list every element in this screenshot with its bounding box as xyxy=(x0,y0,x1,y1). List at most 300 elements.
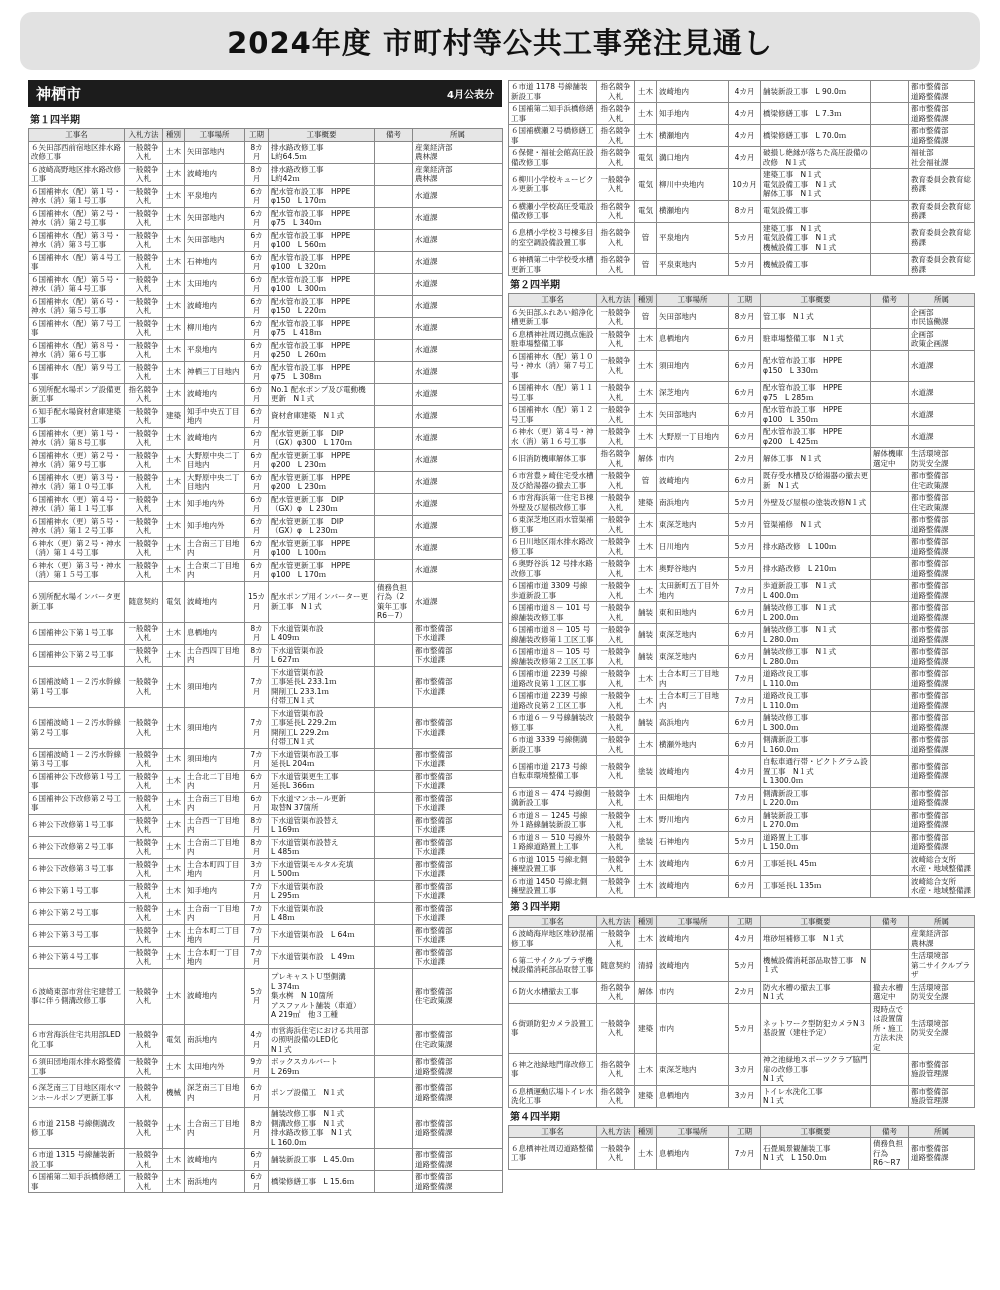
department-cell: 都市整備部 下水道課 xyxy=(413,707,503,748)
remarks-cell xyxy=(871,103,909,125)
table-row xyxy=(509,222,975,254)
period-cell: 7カ月 xyxy=(245,707,269,748)
remarks-cell xyxy=(375,644,413,666)
location-cell: 東深芝地内 xyxy=(657,1054,729,1086)
department-cell: 教育委員会教育総務課 xyxy=(909,200,975,222)
department-cell: 都市整備部 下水道課 xyxy=(413,622,503,644)
period-cell: 5カ月 xyxy=(729,514,761,536)
column-header: 種別 xyxy=(635,1125,657,1138)
type-cell: 管 xyxy=(635,254,657,276)
period-cell: 6カ月 xyxy=(245,515,269,537)
location-cell: 矢田部地内 xyxy=(185,141,245,163)
type-cell: 土木 xyxy=(163,207,185,229)
bid-method-cell: 一般競争入札 xyxy=(125,902,163,924)
work-name-cell: ６国補神公下改修第２号工事 xyxy=(29,792,125,814)
type-cell: 土木 xyxy=(163,515,185,537)
department-cell: 生活環境部 防災安全課 xyxy=(909,448,975,470)
bid-method-cell: 一般競争入札 xyxy=(597,514,635,536)
remarks-cell xyxy=(375,317,413,339)
period-cell: 2カ月 xyxy=(729,981,761,1003)
type-cell: 土木 xyxy=(163,770,185,792)
table-row xyxy=(29,141,503,163)
location-cell: 波崎地内 xyxy=(657,928,729,950)
work-name-cell: ６波崎海岸地区堆砂混補修工事 xyxy=(509,928,597,950)
period-cell: 6カ月 xyxy=(729,426,761,448)
department-cell: 水道課 xyxy=(413,229,503,251)
table-row xyxy=(509,734,975,756)
department-cell: 都市整備部 施設管理課 xyxy=(909,1085,975,1107)
type-cell: 舗装 xyxy=(635,646,657,668)
bid-method-cell: 一般競争入札 xyxy=(125,622,163,644)
table-row xyxy=(509,580,975,602)
type-cell: 土木 xyxy=(635,734,657,756)
type-cell: 清掃 xyxy=(635,950,657,982)
department-cell: 都市整備部 住宅政策課 xyxy=(909,492,975,514)
table-row xyxy=(509,200,975,222)
location-cell: 平泉地内 xyxy=(657,222,729,254)
summary-cell: 配水管布設工事 HPPE φ150 L 220ｍ xyxy=(269,295,375,317)
location-cell: 土合北二丁目地内 xyxy=(185,770,245,792)
summary-cell: 電気設備工事 xyxy=(761,200,871,222)
work-name-cell: ６神之池緑地門扉改修工事 xyxy=(509,1054,597,1086)
location-cell: 知手地内 xyxy=(185,880,245,902)
department-cell: 都市整備部 道路整備課 xyxy=(909,809,975,831)
summary-cell: 外壁及び屋根の塗装改修N１式 xyxy=(761,492,871,514)
location-cell: 東和田地内 xyxy=(657,602,729,624)
summary-cell: 既存受水槽及び給湯器の撤去更新 N１式 xyxy=(761,470,871,492)
summary-cell: 配水管布設工事 HPPE φ150 L 330ｍ xyxy=(761,350,871,382)
location-cell: 波崎地内 xyxy=(657,470,729,492)
location-cell: 土合西四丁目地内 xyxy=(185,644,245,666)
location-cell: 息栖地内 xyxy=(657,328,729,350)
summary-cell: 下水道管渠布設 工事延長L 229.2ｍ 開削工L 229.2ｍ 付帯工N１式 xyxy=(269,707,375,748)
work-name-cell: ６国補神公下第１号工事 xyxy=(29,622,125,644)
summary-cell: 配水管更新工事 DIP （GX）φ L 230ｍ xyxy=(269,515,375,537)
summary-cell: 舗装新設工事 L 90.0ｍ xyxy=(761,81,871,103)
period-cell: 7カ月 xyxy=(245,880,269,902)
table-row xyxy=(29,748,503,770)
type-cell: 土木 xyxy=(635,853,657,875)
type-cell: 土木 xyxy=(163,559,185,581)
bid-method-cell: 一般競争入札 xyxy=(125,1171,163,1193)
location-cell: 矢田部地内 xyxy=(185,207,245,229)
department-cell: 水道課 xyxy=(413,251,503,273)
summary-cell: 下水道管渠更生工事 延長L 366ｍ xyxy=(269,770,375,792)
period-cell: 6カ月 xyxy=(245,317,269,339)
location-cell: 矢田部地内 xyxy=(657,404,729,426)
location-cell: 横瀬外地内 xyxy=(657,734,729,756)
column-header: 所属 xyxy=(909,294,975,307)
summary-cell: 機械設備工事 xyxy=(761,254,871,276)
table-row xyxy=(29,836,503,858)
location-cell: 波崎地内 xyxy=(657,81,729,103)
department-cell: 都市整備部 下水道課 xyxy=(413,924,503,946)
type-cell: 土木 xyxy=(635,536,657,558)
remarks-cell xyxy=(871,734,909,756)
bid-method-cell: 一般競争入札 xyxy=(125,770,163,792)
department-cell: 水道課 xyxy=(413,449,503,471)
summary-cell: 橋梁修繕工事 L 15.6ｍ xyxy=(269,1171,375,1193)
period-cell: 7カ月 xyxy=(245,946,269,968)
type-cell: 土木 xyxy=(635,328,657,350)
type-cell: 機械 xyxy=(163,1078,185,1108)
department-cell: 水道課 xyxy=(413,185,503,207)
work-name-cell: ６市道 1315 号線舗装新設工事 xyxy=(29,1149,125,1171)
period-cell: 8カ月 xyxy=(245,814,269,836)
work-name-cell: ６市道６－９号線舗装改修工事 xyxy=(509,712,597,734)
work-name-cell: ６国補波崎１－２汚水幹線第１号工事 xyxy=(29,666,125,707)
type-cell: 土木 xyxy=(163,185,185,207)
period-cell: 6カ月 xyxy=(729,382,761,404)
work-name-cell: ６市道 3339 号線側溝新設工事 xyxy=(509,734,597,756)
column-header: 所属 xyxy=(909,915,975,928)
bid-method-cell: 一般競争入札 xyxy=(125,924,163,946)
city-header xyxy=(28,80,502,107)
table-row xyxy=(509,404,975,426)
bid-method-cell: 一般競争入札 xyxy=(125,449,163,471)
work-name-cell: ６国補神水（更）第１号・神水（消）第８号工事 xyxy=(29,427,125,449)
period-cell: 9カ月 xyxy=(245,1056,269,1078)
bid-method-cell: 指名競争入札 xyxy=(597,222,635,254)
work-name-cell: ６息栖小学校３号棟多目的室空調設備設置工事 xyxy=(509,222,597,254)
type-cell: 管 xyxy=(635,470,657,492)
work-name-cell: ６防火水槽撤去工事 xyxy=(509,981,597,1003)
work-name-cell: ６国補神水（配）第５号・神水（消）第４号工事 xyxy=(29,273,125,295)
summary-cell: 配水管布設工事 HPPE φ75 L 308ｍ xyxy=(269,361,375,383)
remarks-cell xyxy=(375,383,413,405)
type-cell: 土木 xyxy=(163,1171,185,1193)
bid-method-cell: 一般競争入札 xyxy=(125,251,163,273)
work-name-cell: ６国補市道 2239 号線道路改良第１工区工事 xyxy=(509,668,597,690)
remarks-cell xyxy=(375,207,413,229)
summary-cell: 駐車場整備工事 N１式 xyxy=(761,328,871,350)
type-cell: 土木 xyxy=(635,103,657,125)
remarks-cell xyxy=(375,836,413,858)
location-cell: 市内 xyxy=(657,981,729,1003)
summary-cell: ボックスカルバート L 269ｍ xyxy=(269,1056,375,1078)
summary-cell: 工事延長L 135ｍ xyxy=(761,875,871,897)
type-cell: 土木 xyxy=(163,163,185,185)
type-cell: 土木 xyxy=(635,809,657,831)
department-cell: 水道課 xyxy=(413,559,503,581)
table-row xyxy=(29,1108,503,1149)
bid-method-cell: 一般競争入札 xyxy=(125,880,163,902)
location-cell: 平泉東地内 xyxy=(657,254,729,276)
type-cell: 電気 xyxy=(635,147,657,169)
bid-method-cell: 一般競争入札 xyxy=(125,493,163,515)
department-cell: 都市整備部 道路整備課 xyxy=(909,536,975,558)
location-cell: 波崎地内 xyxy=(657,875,729,897)
summary-cell: 歩道新設工事 N１式 L 400.0ｍ xyxy=(761,580,871,602)
location-cell: 東深芝地内 xyxy=(657,514,729,536)
period-cell: 6カ月 xyxy=(245,449,269,471)
work-name-cell: ６街頭防犯カメラ設置工事 xyxy=(509,1003,597,1054)
work-name-cell: ６国補神水（配）第６号・神水（消）第５号工事 xyxy=(29,295,125,317)
location-cell: 矢田部地内 xyxy=(657,306,729,328)
remarks-cell xyxy=(375,770,413,792)
summary-cell: 舗装改修工事 N１式 L 280.0ｍ xyxy=(761,624,871,646)
location-cell: 石神地内 xyxy=(185,251,245,273)
location-cell: 南浜地内 xyxy=(185,1171,245,1193)
work-name-cell: ６国補市道 2239 号線道路改良第２工区工事 xyxy=(509,690,597,712)
period-cell: 5カ月 xyxy=(729,950,761,982)
summary-cell: 資材倉庫建築 N１式 xyxy=(269,405,375,427)
column-header: 工期 xyxy=(245,129,269,142)
remarks-cell xyxy=(871,787,909,809)
department-cell: 都市整備部 道路整備課 xyxy=(909,624,975,646)
column-header: 入札方法 xyxy=(597,1125,635,1138)
location-cell: 市内 xyxy=(657,448,729,470)
bid-method-cell: 一般競争入札 xyxy=(125,273,163,295)
column-header: 工事概要 xyxy=(761,1125,871,1138)
remarks-cell xyxy=(375,559,413,581)
department-cell: 都市整備部 道路整備課 xyxy=(413,1078,503,1108)
bid-method-cell: 一般競争入札 xyxy=(125,1056,163,1078)
summary-cell: 橋梁修繕工事 L 70.0ｍ xyxy=(761,125,871,147)
location-cell: 高浜地内 xyxy=(657,712,729,734)
remarks-cell xyxy=(375,339,413,361)
location-cell: 息栖地内 xyxy=(657,1085,729,1107)
remarks-cell: 解体機庫選定中 xyxy=(871,448,909,470)
table-row xyxy=(29,251,503,273)
bid-method-cell: 一般競争入札 xyxy=(597,928,635,950)
period-cell: 6カ月 xyxy=(729,624,761,646)
type-cell: 土木 xyxy=(635,668,657,690)
summary-cell: 市営海浜住宅における共用部の照明設備のLED化 N１式 xyxy=(269,1024,375,1056)
department-cell: 都市整備部 下水道課 xyxy=(413,748,503,770)
summary-cell: 配水管布設工事 HPPE φ100 L 300ｍ xyxy=(269,273,375,295)
remarks-cell xyxy=(871,81,909,103)
bid-method-cell: 一般競争入札 xyxy=(597,492,635,514)
page-title-bar xyxy=(20,12,980,70)
bid-method-cell: 一般競争入札 xyxy=(597,668,635,690)
table-row xyxy=(509,787,975,809)
summary-cell: 側溝新設工事 L 220.0ｍ xyxy=(761,787,871,809)
type-cell: 土木 xyxy=(635,514,657,536)
work-name-cell: ６神公下第４号工事 xyxy=(29,946,125,968)
remarks-cell xyxy=(871,200,909,222)
remarks-cell xyxy=(871,646,909,668)
location-cell: 南浜地内 xyxy=(657,492,729,514)
bid-method-cell: 一般競争入札 xyxy=(597,404,635,426)
summary-cell: 配水管布設工事 HPPE φ200 L 425ｍ xyxy=(761,426,871,448)
work-name-cell: ６国補市道 3309 号線歩道新設工事 xyxy=(509,580,597,602)
location-cell: 知手地内外 xyxy=(185,493,245,515)
type-cell: 建築 xyxy=(163,405,185,427)
table-row xyxy=(509,602,975,624)
type-cell: 土木 xyxy=(163,141,185,163)
table-row xyxy=(29,1024,503,1056)
work-name-cell: ６矢田部西前宿地区排水路改修工事 xyxy=(29,141,125,163)
bid-method-cell: 指名競争入札 xyxy=(597,1085,635,1107)
summary-cell: 配水管布設工事 HPPE φ100 L 350ｍ xyxy=(761,404,871,426)
table-row xyxy=(509,809,975,831)
column-header: 備考 xyxy=(871,915,909,928)
period-cell: 8カ月 xyxy=(245,644,269,666)
right-column xyxy=(508,80,974,1170)
department-cell: 都市整備部 下水道課 xyxy=(413,880,503,902)
department-cell: 都市整備部 下水道課 xyxy=(413,858,503,880)
summary-cell: 配水管更新工事 DIP （GX）φ L 230ｍ xyxy=(269,493,375,515)
department-cell: 産業経済部 農林課 xyxy=(413,163,503,185)
location-cell: 須田地内 xyxy=(657,350,729,382)
table-row xyxy=(29,185,503,207)
type-cell: 建築 xyxy=(635,1003,657,1054)
type-cell: 土木 xyxy=(635,558,657,580)
type-cell: 土木 xyxy=(163,493,185,515)
department-cell: 都市整備部 道路整備課 xyxy=(413,1149,503,1171)
summary-cell: 下水道管渠布設替え L 169ｍ xyxy=(269,814,375,836)
table-row xyxy=(509,125,975,147)
type-cell: 土木 xyxy=(163,383,185,405)
summary-cell: 舗装新設工事 L 45.0ｍ xyxy=(269,1149,375,1171)
department-cell: 都市整備部 道路整備課 xyxy=(909,558,975,580)
period-cell: 6カ月 xyxy=(245,792,269,814)
location-cell: 平泉地内 xyxy=(185,185,245,207)
period-cell: 10カ月 xyxy=(729,169,761,201)
remarks-cell xyxy=(375,1056,413,1078)
bid-method-cell: 指名競争入札 xyxy=(597,448,635,470)
department-cell: 都市整備部 下水道課 xyxy=(413,666,503,707)
department-cell: 水道課 xyxy=(413,515,503,537)
type-cell: 土木 xyxy=(163,622,185,644)
column-header: 工期 xyxy=(729,915,761,928)
table-row xyxy=(29,471,503,493)
bid-method-cell: 一般競争入札 xyxy=(125,405,163,427)
location-cell: 土合南二丁目地内 xyxy=(185,836,245,858)
bid-method-cell: 一般競争入札 xyxy=(125,141,163,163)
type-cell: 土木 xyxy=(163,295,185,317)
remarks-cell xyxy=(871,492,909,514)
bid-method-cell: 一般競争入札 xyxy=(125,427,163,449)
summary-cell: 管渠補修 N１式 xyxy=(761,514,871,536)
period-cell: 4カ月 xyxy=(245,1024,269,1056)
period-cell: 6カ月 xyxy=(245,339,269,361)
summary-cell: 下水道マンホール更新 取替N 37箇所 xyxy=(269,792,375,814)
summary-cell: 道路改良工事 L 110.0ｍ xyxy=(761,668,871,690)
table-row xyxy=(29,361,503,383)
table-row xyxy=(29,1149,503,1171)
table-row xyxy=(29,559,503,581)
column-header: 工期 xyxy=(729,294,761,307)
period-cell: 4カ月 xyxy=(729,81,761,103)
bid-method-cell: 一般競争入札 xyxy=(125,792,163,814)
table-row xyxy=(29,622,503,644)
period-cell: 2カ月 xyxy=(729,448,761,470)
work-name-cell: ６国補神水（更）第２号・神水（消）第９号工事 xyxy=(29,449,125,471)
work-name-cell: ６神栖第二中学校受水槽更新工事 xyxy=(509,254,597,276)
remarks-cell xyxy=(871,624,909,646)
type-cell: 土木 xyxy=(635,928,657,950)
table-row xyxy=(509,831,975,853)
table-row xyxy=(29,581,503,622)
bid-method-cell: 一般競争入札 xyxy=(597,602,635,624)
table-row xyxy=(509,328,975,350)
type-cell: 土木 xyxy=(635,787,657,809)
table-row xyxy=(509,1003,975,1054)
period-cell: 4カ月 xyxy=(729,756,761,788)
column-header: 種別 xyxy=(635,294,657,307)
type-cell: 解体 xyxy=(635,448,657,470)
type-cell: 土木 xyxy=(163,449,185,471)
period-cell: 7カ月 xyxy=(245,924,269,946)
work-name-cell: ６市営海浜住宅共用部LED化工事 xyxy=(29,1024,125,1056)
work-name-cell: ６奥野谷浜 12 号排水路改修工事 xyxy=(509,558,597,580)
work-name-cell: ６市道 2158 号線側溝改修工事 xyxy=(29,1108,125,1149)
location-cell: 土合本町四丁目地内 xyxy=(185,858,245,880)
summary-cell: 配水管布設工事 HPPE φ150 L 170ｍ xyxy=(269,185,375,207)
remarks-cell xyxy=(375,361,413,383)
work-name-cell: ６国補神水（配）第１０号・神水（消）第７号工事 xyxy=(509,350,597,382)
department-cell: 都市整備部 住宅政策課 xyxy=(909,470,975,492)
location-cell: 波崎地内 xyxy=(657,950,729,982)
table-row xyxy=(509,981,975,1003)
table-row xyxy=(29,163,503,185)
remarks-cell xyxy=(375,707,413,748)
type-cell: 土木 xyxy=(163,1056,185,1078)
work-name-cell: ６国補神水（配）第４号工事 xyxy=(29,251,125,273)
summary-cell: 堆砂垣補修工事 N１式 xyxy=(761,928,871,950)
work-name-cell: ６国補神水（配）第１１号工事 xyxy=(509,382,597,404)
period-cell: 6カ月 xyxy=(729,470,761,492)
location-cell: 息栖地内 xyxy=(657,1138,729,1170)
column-header: 備考 xyxy=(871,294,909,307)
work-name-cell: ６市営海浜第一住宅Ｂ棟外壁及び屋根改修工事 xyxy=(509,492,597,514)
department-cell: 都市整備部 道路整備課 xyxy=(909,734,975,756)
type-cell: 土木 xyxy=(163,1108,185,1149)
period-cell: 4カ月 xyxy=(729,928,761,950)
work-name-cell: ６国補神水（配）第１号・神水（消）第１号工事 xyxy=(29,185,125,207)
table-row xyxy=(509,470,975,492)
table-row xyxy=(509,350,975,382)
period-cell: 6カ月 xyxy=(245,251,269,273)
department-cell: 都市整備部 道路整備課 xyxy=(909,81,975,103)
type-cell: 土木 xyxy=(163,880,185,902)
type-cell: 土木 xyxy=(163,924,185,946)
location-cell: 土合南三丁目地内 xyxy=(185,537,245,559)
location-cell: 日川地内 xyxy=(657,536,729,558)
remarks-cell xyxy=(871,169,909,201)
remarks-cell xyxy=(375,141,413,163)
table-row xyxy=(29,449,503,471)
location-cell: 波崎地内 xyxy=(185,968,245,1024)
department-cell: 水道課 xyxy=(413,427,503,449)
table-row xyxy=(29,644,503,666)
type-cell: 土木 xyxy=(163,229,185,251)
summary-cell: 配水管布設工事 HPPE φ100 L 560ｍ xyxy=(269,229,375,251)
work-name-cell: ６国補第二知手浜橋修繕工事 xyxy=(29,1171,125,1193)
department-cell: 生活環境部 防災安全課 xyxy=(909,1003,975,1054)
location-cell: 波崎地内 xyxy=(185,427,245,449)
summary-cell: 自転車通行帯・ピクトグラム設置工事 N１式 L 1300.0ｍ xyxy=(761,756,871,788)
location-cell: 土合本町三丁目地内 xyxy=(657,668,729,690)
work-name-cell: ６国補神水（配）第９号工事 xyxy=(29,361,125,383)
bid-method-cell: 一般競争入札 xyxy=(125,537,163,559)
remarks-cell xyxy=(871,950,909,982)
work-name-cell: ６市道８－ 510 号線外１路線道路置上工事 xyxy=(509,831,597,853)
summary-cell: 配水管布設工事 HPPE φ75 L 340ｍ xyxy=(269,207,375,229)
department-cell: 都市整備部 道路整備課 xyxy=(909,1138,975,1170)
location-cell: 石神地内 xyxy=(657,831,729,853)
work-name-cell: ６国補神水（配）第２号・神水（消）第２号工事 xyxy=(29,207,125,229)
type-cell: 解体 xyxy=(635,981,657,1003)
remarks-cell xyxy=(375,185,413,207)
work-name-cell: ６保健・福祉会館高圧設備改修工事 xyxy=(509,147,597,169)
table-row xyxy=(29,537,503,559)
bid-method-cell: 一般競争入札 xyxy=(597,712,635,734)
quarter-1-continued-table xyxy=(508,80,975,276)
table-row xyxy=(29,317,503,339)
